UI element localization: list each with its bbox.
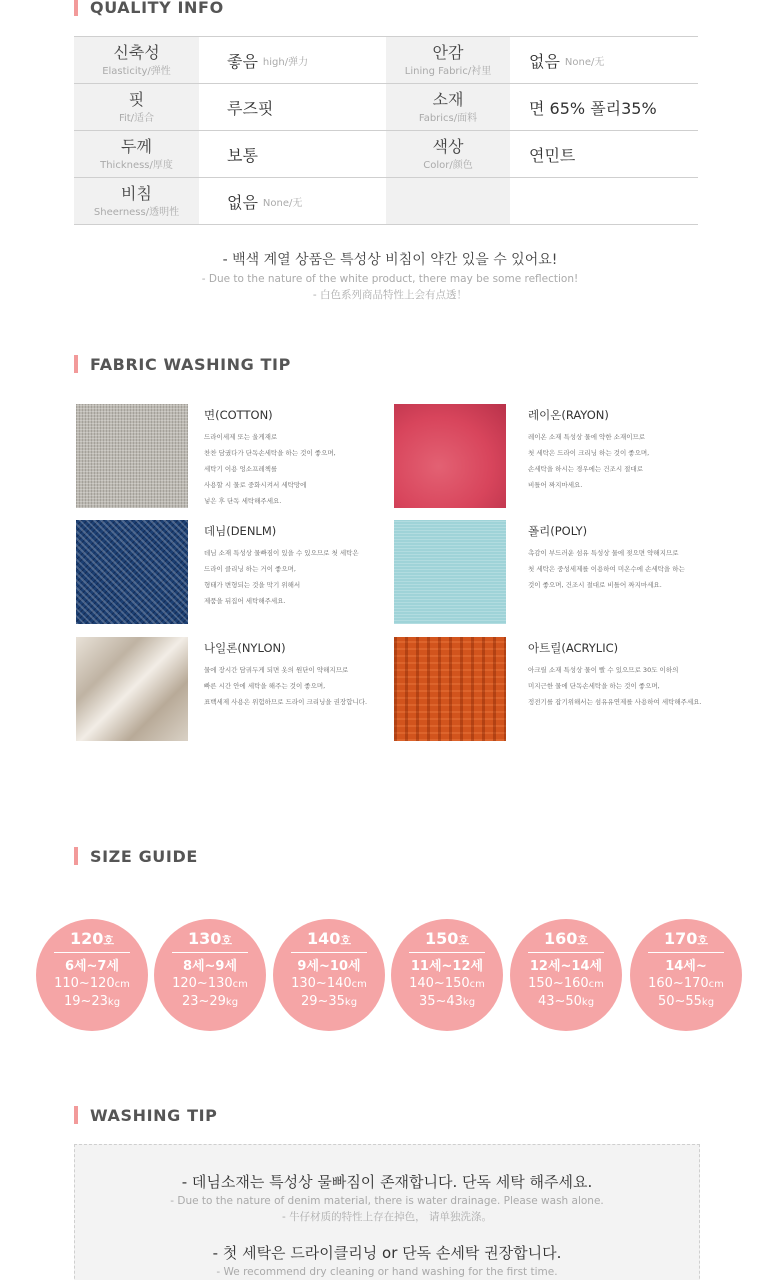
fabric-desc	[528, 662, 728, 710]
value-text: 없음	[227, 192, 258, 212]
empty-label	[386, 178, 510, 224]
value-text: 보통	[227, 145, 258, 165]
tip-en: - We recommend dry cleaning or hand washing for the first time.	[216, 1266, 558, 1278]
elasticity-value	[199, 37, 386, 83]
height-unit: cm	[232, 979, 248, 990]
height-unit: cm	[351, 979, 367, 990]
heading-accent-bar	[74, 355, 78, 373]
size-circle-120	[36, 919, 148, 1031]
tip-cn: - 牛仔材质的特性上存在掉色， 请单独洗涤。	[282, 1211, 492, 1223]
fabric-name: 면(COTTON)	[204, 408, 273, 422]
fabric-name: 아트릴(ACRYLIC)	[528, 641, 619, 655]
divider	[528, 952, 604, 953]
label-sub: Thickness/厚度	[100, 159, 173, 171]
fabric-item-nylon	[76, 637, 404, 741]
fabric-desc	[204, 429, 384, 509]
value-sub: high/弹力	[262, 56, 309, 68]
label-ko: 소재	[432, 89, 464, 109]
height-unit: cm	[469, 979, 485, 990]
size-circle-130	[154, 919, 266, 1031]
table-row	[74, 131, 698, 178]
label-ko: 색상	[432, 136, 464, 156]
size-unit: 호	[221, 934, 233, 947]
heading-accent-bar	[74, 847, 78, 865]
size-height: 120~130	[172, 976, 233, 991]
washing-tip-heading	[74, 1105, 217, 1125]
fit-value	[199, 84, 386, 130]
quality-table	[74, 36, 698, 225]
desc-line: 찬찬 담궜다가 단독손세탁을 하는 것이 좋으며,	[204, 449, 336, 457]
rayon-texture-image	[394, 404, 506, 508]
size-number: 150	[424, 929, 459, 948]
size-number: 170	[663, 929, 698, 948]
divider	[291, 952, 367, 953]
desc-line: 사용할 시 물로 중화시켜서 세탁망에	[204, 481, 307, 489]
desc-line: 드라이 클리닝 하는 거이 좋으며,	[204, 565, 296, 573]
size-weight: 29~35	[300, 994, 345, 1009]
size-height: 150~160	[528, 976, 589, 991]
tip-ko: - 첫 세탁은 드라이클리닝 or 단독 손세탁 권장합니다.	[212, 1244, 562, 1262]
tip-block	[75, 1171, 699, 1224]
empty-value	[510, 178, 698, 224]
height-unit: cm	[588, 979, 604, 990]
size-age: 6세~7세	[64, 959, 120, 974]
size-circle-170	[630, 919, 742, 1031]
tip-ko: - 데님소재는 특성상 물빠짐이 존재합니다. 단독 세탁 해주세요.	[181, 1173, 593, 1191]
fabric-item-rayon	[394, 404, 708, 508]
label-sub: Lining Fabric/衬里	[404, 65, 492, 77]
thickness-value	[199, 131, 386, 177]
table-row	[74, 84, 698, 131]
divider	[409, 952, 485, 953]
fabric-desc	[528, 545, 708, 593]
size-unit: 호	[577, 934, 589, 947]
size-age: 8세~9세	[182, 959, 238, 974]
size-unit: 호	[697, 934, 709, 947]
desc-line: 첫 세탁은 중성세제를 이용하여 미온수에 손세탁을 하는	[528, 565, 685, 573]
table-row	[74, 37, 698, 84]
fabric-item-cotton	[76, 404, 384, 509]
size-guide-title: SIZE GUIDE	[90, 846, 198, 866]
fabric-item-denim	[76, 520, 384, 624]
label-ko: 비침	[121, 183, 152, 203]
size-age: 9세~10세	[297, 959, 361, 974]
size-guide-heading	[74, 846, 198, 866]
value-text: 좋음	[227, 51, 258, 71]
label-ko: 신축성	[113, 42, 160, 62]
size-age: 11세~12세	[410, 959, 484, 974]
divider	[648, 952, 724, 953]
thickness-label	[74, 131, 199, 177]
weight-unit: kg	[225, 997, 239, 1008]
label-ko: 핏	[128, 89, 145, 109]
fabric-desc	[204, 662, 404, 710]
elasticity-label	[74, 37, 199, 83]
value-text: 연민트	[529, 145, 576, 165]
label-sub: Fit/适合	[118, 112, 155, 124]
label-sub: Sheerness/透明性	[93, 206, 180, 218]
fabric-name: 레이온(RAYON)	[528, 408, 609, 422]
color-label	[386, 131, 510, 177]
sheerness-value	[199, 178, 386, 224]
desc-line: 정전기를 잡기위해서는 섬유유연제를 사용하여 세탁해주세요.	[528, 698, 702, 706]
fabrics-value	[510, 84, 698, 130]
size-age: 14세~	[665, 959, 707, 974]
fit-label	[74, 84, 199, 130]
fabric-name: 폴리(POLY)	[528, 524, 588, 538]
label-ko: 안감	[432, 42, 464, 62]
desc-line: 형태가 변형되는 것을 막기 위해서	[204, 581, 301, 589]
heading-accent-bar	[74, 0, 78, 16]
washing-tip-box	[74, 1144, 700, 1280]
notice-ko: - 백색 계열 상품은 특성상 비침이 약간 있을 수 있어요!	[222, 252, 558, 268]
desc-line: 세탁기 이용 엉소프레첵를	[204, 465, 278, 473]
fabric-name: 나일론(NYLON)	[204, 641, 286, 655]
desc-line: 촉감이 부드러운 섬유 특성상 물에 젖으면 약해지므로	[528, 549, 679, 557]
fabric-washing-title: FABRIC WASHING TIP	[90, 354, 291, 374]
size-height: 160~170	[648, 976, 709, 991]
desc-line: 아크릴 소재 특성상 물이 빨 수 있으므로 30도 이하의	[528, 666, 679, 674]
poly-texture-image	[394, 520, 506, 624]
size-number: 120	[69, 929, 104, 948]
desc-line: 레이온 소재 특성상 물에 약한 소재이므로	[528, 433, 646, 441]
value-sub: None/无	[564, 56, 605, 68]
divider	[54, 952, 130, 953]
desc-line: 드라이세제 또는 울게재로	[204, 433, 278, 441]
weight-unit: kg	[581, 997, 595, 1008]
desc-line: 빠른 시간 안에 세탁을 해주는 것이 좋으며,	[204, 682, 326, 690]
desc-line: 넣은 후 단독 세탁해주세요.	[204, 497, 282, 505]
fabrics-label	[386, 84, 510, 130]
desc-line: 제품을 뒤집어 세탁해주세요.	[204, 597, 286, 605]
quality-info-title: QUALITY INFO	[90, 0, 224, 17]
heading-accent-bar	[74, 1106, 78, 1124]
cotton-texture-image	[76, 404, 188, 508]
value-text: 없음	[529, 51, 560, 71]
lining-value	[510, 37, 698, 83]
desc-line: 미지근한 물에 단독손세탁을 하는 것이 좋으며,	[528, 682, 660, 690]
size-height: 110~120	[54, 976, 115, 991]
size-weight: 35~43	[418, 994, 463, 1009]
table-row	[74, 178, 698, 225]
desc-line: 물에 장시간 담궈두게 되면 옷의 원단이 약해지므로	[204, 666, 349, 674]
size-weight: 19~23	[63, 994, 108, 1009]
fabric-item-acrylic	[394, 637, 728, 741]
sheerness-notice	[0, 249, 780, 302]
size-unit: 호	[458, 934, 470, 947]
size-weight: 50~55	[657, 994, 702, 1009]
label-sub: Elasticity/弹性	[102, 65, 171, 77]
fabric-washing-heading	[74, 354, 291, 374]
desc-line: 첫 세탁은 드라이 크리닝 하는 것이 좋으며,	[528, 449, 650, 457]
label-ko: 두께	[121, 136, 152, 156]
fabric-item-poly	[394, 520, 708, 624]
height-unit: cm	[708, 979, 724, 990]
size-height: 130~140	[291, 976, 352, 991]
size-number: 160	[543, 929, 578, 948]
desc-line: 비틀어 짜지마세요.	[528, 481, 583, 489]
value-sub: None/无	[262, 197, 303, 209]
desc-line: 손세탁을 하시는 경우에는 건조시 절대로	[528, 465, 644, 473]
size-unit: 호	[340, 934, 352, 947]
notice-cn: - 白色系列商品特性上会有点透！	[312, 289, 468, 301]
color-value	[510, 131, 698, 177]
notice-en: - Due to the nature of the white product, there may be some reflection!	[201, 273, 579, 285]
lining-label	[386, 37, 510, 83]
label-sub: Fabrics/面料	[418, 112, 478, 124]
weight-unit: kg	[107, 997, 121, 1008]
nylon-texture-image	[76, 637, 188, 741]
desc-line: 것이 좋으며, 건조시 절대로 비틀어 짜지마세요.	[528, 581, 662, 589]
acrylic-texture-image	[394, 637, 506, 741]
size-circle-160	[510, 919, 622, 1031]
fabric-name: 데님(DENLM)	[204, 524, 277, 538]
fabric-desc	[204, 545, 384, 609]
label-sub: Color/颜色	[423, 159, 473, 171]
height-unit: cm	[114, 979, 130, 990]
desc-line: 데님 소재 특성상 물빠짐이 있을 수 있으므로 첫 세탁은	[204, 549, 359, 557]
size-height: 140~150	[409, 976, 470, 991]
washing-tip-title: WASHING TIP	[90, 1105, 218, 1125]
size-unit: 호	[103, 934, 115, 947]
weight-unit: kg	[344, 997, 358, 1008]
size-number: 130	[187, 929, 222, 948]
value-text: 루즈핏	[227, 98, 274, 118]
value-text: 면 65% 폴리35%	[529, 98, 657, 118]
tip-block	[75, 1242, 699, 1278]
size-weight: 43~50	[537, 994, 582, 1009]
fabric-desc	[528, 429, 708, 493]
size-weight: 23~29	[181, 994, 226, 1009]
weight-unit: kg	[462, 997, 476, 1008]
desc-line: 표백세제 사용은 위험하므로 드라이 크리닝을 권장합니다.	[204, 698, 368, 706]
size-number: 140	[306, 929, 341, 948]
size-circle-150	[391, 919, 503, 1031]
size-circle-140	[273, 919, 385, 1031]
divider	[172, 952, 248, 953]
weight-unit: kg	[701, 997, 715, 1008]
denim-texture-image	[76, 520, 188, 624]
quality-info-heading	[74, 0, 224, 17]
tip-en: - Due to the nature of denim material, there is water drainage. Please wash alone.	[170, 1195, 604, 1207]
sheerness-label	[74, 178, 199, 224]
size-age: 12세~14세	[529, 959, 603, 974]
